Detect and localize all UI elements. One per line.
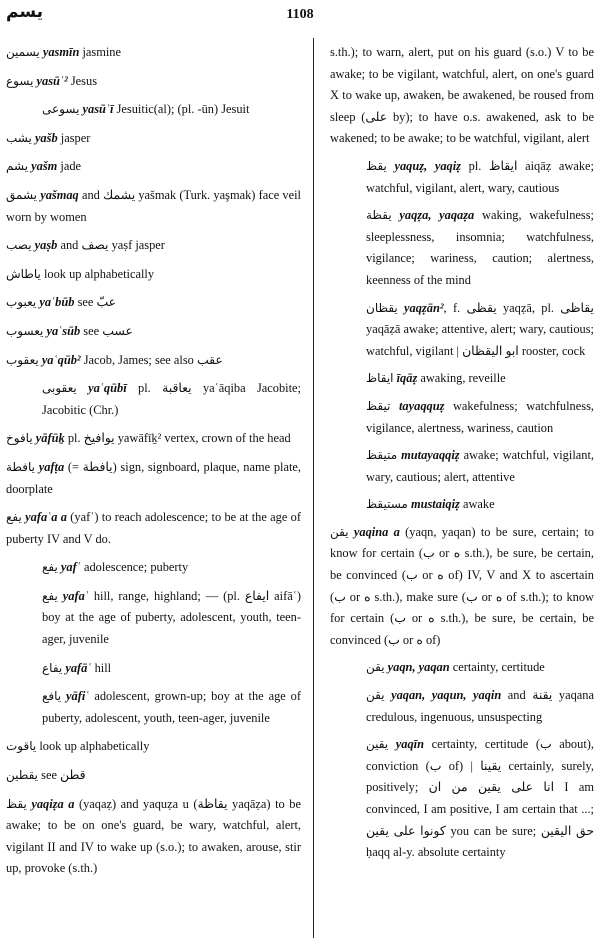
definition-text: (yaqn, yaqan) to be sure, certain; to know for certain (ب or ه s.th.), be sure, be certain, be convinced (ب or ه of) IV, V and X to ascertain (ب or ه s.th.), make sure (ب or ه of s.th.); to know for certain (ب or ه s.th.), be sure, be certain, be convinced (ب or ه of) — [330, 524, 594, 647]
arabic-headword: ايقاظ — [366, 371, 394, 386]
arabic-headword: يقطين — [6, 768, 39, 783]
arabic-headword: يفع — [42, 588, 58, 603]
definition-text: Jesuitic(al); (pl. -ūn) Jesuit — [113, 102, 250, 117]
column-divider — [313, 38, 314, 938]
transliteration: yaṣb — [34, 238, 58, 253]
dictionary-entry — [6, 586, 301, 651]
arabic-headword: يسمين — [6, 45, 40, 59]
arabic-headword: يقظ — [366, 158, 387, 173]
dictionary-entry — [6, 128, 301, 150]
definition-text: Jacob, James; see also عقب — [80, 352, 223, 367]
dictionary-entry — [330, 657, 594, 679]
definition-text: (= يافطة) sign, signboard, plaque, name plate, doorplate — [6, 459, 301, 496]
dictionary-entry — [330, 685, 594, 728]
running-head: يسم — [6, 2, 44, 22]
dictionary-entry — [6, 686, 301, 729]
definition-text: pl. يوافيخ yawāfīḵ² vertex, crown of the head — [64, 431, 291, 446]
definition-text: hill — [91, 660, 112, 675]
arabic-headword: يقظان — [366, 300, 398, 315]
dictionary-entry — [330, 298, 594, 363]
definition-text: pl. يعاقبة yaʿāqiba Jacobite; Jacobitic (Chr.) — [42, 381, 301, 417]
definition-text: adolescent, grown-up; boy at the age of puberty, adolescent, youth, teen-ager, juvenile — [42, 689, 301, 725]
arabic-headword: مستيقظ — [366, 497, 408, 512]
page-number: 1108 — [286, 7, 314, 22]
transliteration: yašm — [31, 159, 58, 174]
page-header — [0, 0, 600, 40]
dictionary-entry — [330, 156, 594, 199]
dictionary-entry — [6, 350, 301, 372]
transliteration: yāfiʿ — [66, 689, 90, 704]
arabic-headword: يفع — [42, 560, 58, 575]
definition-text: and يشمك yašmak (Turk. yaşmak) face veil worn by women — [6, 187, 301, 224]
definition-text: s.th.); to warn, alert, put on his guard (s.o.) V to be awake; to be vigilant, watchful, alert, on one's guard X to wake up, awaken, be awakened, be roused from sleep (على by); to have o.s. awakened, ask to be wakened; to be awake; to be watchful, vigilant, alert — [330, 45, 594, 146]
definition-text: awake; watchful, vigilant, wary, cautious; alert, attentive — [366, 448, 594, 484]
definition-text: certainty, certitude — [449, 660, 545, 675]
dictionary-entry — [6, 736, 301, 758]
definition-text: see قطن — [41, 768, 86, 783]
transliteration: yasūʿ² — [36, 73, 68, 88]
definition-text: jasper — [57, 130, 91, 145]
definition-text: (yaqaẓ) and yaquẓa u (يقاظة yaqāẓa) to be awake; to be on one's guard, be wary, watchful, alert, vigilant II and IV to wake up (s.o.); to awaken, arouse, stir up, provoke (s.th.) — [6, 796, 301, 876]
definition-text: awake — [459, 497, 495, 512]
dictionary-entry — [330, 734, 594, 864]
arabic-headword: يشم — [6, 159, 29, 174]
definition-text: see عبّ — [74, 295, 117, 310]
transliteration: yaʿbūb — [39, 295, 75, 310]
arabic-headword: يسوع — [6, 73, 34, 88]
definition-text: pl. ايقاظ aiqāẓ awake; watchful, vigilant, alert, wary, cautious — [366, 158, 594, 195]
dictionary-entry — [330, 205, 594, 291]
dictionary-entry — [330, 368, 594, 390]
dictionary-entry — [330, 396, 594, 439]
arabic-headword: ياقوت — [6, 739, 37, 754]
dictionary-entry — [6, 457, 301, 500]
dictionary-entry — [330, 522, 594, 652]
definition-text: , f. يقظى yaqẓā, pl. يقاظى yaqāẓā awake; attentive, alert; wary, cautious; watchful, vigilant | ابو اليقظان rooster, cock — [366, 300, 594, 358]
definition-text: Jesus — [67, 73, 98, 88]
arabic-headword: يفع — [6, 510, 22, 525]
transliteration: yafaʿ — [62, 588, 89, 603]
dictionary-entry — [6, 156, 301, 178]
arabic-headword: متيقظ — [366, 448, 398, 463]
arabic-headword: يعسوب — [6, 323, 44, 338]
transliteration: yafṭa — [38, 459, 65, 474]
transliteration: yašb — [34, 130, 58, 145]
definition-text: waking, wakefulness; sleeplessness, insomnia; watchfulness, vigilance; wariness, caution; alertness, keenness of the mind — [366, 208, 594, 287]
transliteration: yasūʿī — [82, 102, 114, 117]
dictionary-entry — [6, 235, 301, 257]
arabic-headword: يعبوب — [6, 295, 37, 310]
arabic-headword: يقين — [366, 737, 389, 752]
arabic-headword: يفاع — [42, 660, 63, 675]
dictionary-entry — [6, 765, 301, 787]
definition-text: hill, range, highland; — (pl. ايفاع aifāʿ) boy at the age of puberty, adolescent, youth, teen-ager, juvenile — [42, 588, 301, 647]
arabic-headword: يقن — [366, 660, 385, 675]
transliteration: yašmaq — [40, 187, 79, 202]
arabic-headword: يعقوب — [6, 352, 39, 367]
definition-text: wakefulness; watchfulness, vigilance, alertness, wariness, caution — [366, 398, 594, 435]
transliteration: yafāʿ — [65, 660, 92, 675]
arabic-headword: يقظة — [366, 208, 392, 223]
transliteration: yaqn, yaqan — [387, 660, 450, 675]
transliteration: mutayaqqiẓ — [401, 448, 460, 463]
arabic-headword: يقظ — [6, 796, 27, 811]
dictionary-entry — [330, 494, 594, 516]
transliteration: yaqẓān² — [404, 300, 444, 315]
transliteration: yaqina a — [353, 524, 400, 539]
transliteration: mustaiqiẓ — [410, 497, 460, 512]
dictionary-entry — [6, 292, 301, 314]
transliteration: yaquẓ, yaqiẓ — [394, 158, 461, 173]
transliteration: yafʿ — [60, 560, 81, 575]
transliteration: yaqẓa, yaqaẓa — [399, 208, 475, 223]
dictionary-entry — [6, 321, 301, 343]
right-column — [330, 42, 594, 942]
definition-text: jade — [57, 159, 82, 174]
definition-text: adolescence; puberty — [80, 560, 189, 575]
transliteration: yaʿqūbī — [88, 381, 127, 396]
arabic-headword: تيقظ — [366, 398, 391, 413]
definition-text: and يصف yaṣf jasper — [57, 238, 165, 253]
transliteration: yaqiẓa a — [31, 796, 75, 811]
arabic-headword: يسوعى — [42, 102, 80, 117]
transliteration: yaʿsūb — [46, 323, 81, 338]
transliteration: tayaqquẓ — [398, 398, 445, 413]
arabic-headword: يافع — [42, 689, 62, 704]
definition-text: jasmine — [79, 45, 121, 59]
dictionary-entry — [6, 71, 301, 93]
dictionary-entry — [6, 264, 301, 286]
definition-text: awaking, reveille — [417, 371, 506, 386]
transliteration: yafaʿa a — [25, 510, 67, 525]
arabic-headword: يافوخ — [6, 431, 33, 446]
definition-text: look up alphabetically — [39, 739, 150, 754]
dictionary-entry — [330, 445, 594, 488]
transliteration: yaqan, yaqun, yaqin — [391, 688, 502, 703]
arabic-headword: يشمق — [6, 187, 37, 202]
transliteration: īqāẓ — [396, 371, 418, 386]
arabic-headword: يشب — [6, 130, 32, 145]
dictionary-entry — [330, 42, 594, 150]
dictionary-entry — [6, 378, 301, 421]
arabic-headword: يعقوبى — [42, 381, 77, 396]
transliteration: yasmīn — [42, 45, 80, 59]
transliteration: yaqīn — [395, 737, 425, 752]
definition-text: (yafʿ) to reach adolescence; to be at the age of puberty IV and V do. — [6, 510, 301, 546]
arabic-headword: يافطة — [6, 459, 36, 474]
arabic-headword: يقن — [366, 688, 385, 703]
transliteration: yaʿqūb² — [41, 352, 81, 367]
dictionary-entry — [6, 185, 301, 228]
dictionary-entry — [6, 42, 301, 64]
left-column — [6, 42, 301, 942]
arabic-headword: يصب — [6, 238, 32, 253]
arabic-headword: ياطاش — [6, 266, 41, 281]
transliteration: yāfūḵ — [35, 431, 65, 446]
dictionary-entry — [6, 658, 301, 680]
definition-text: see عسب — [80, 323, 133, 338]
definition-text: certainty, certitude (ب about), conviction (ب of) | يقينا certainly, surely, positively; انا على يقين من ان I am convinced, I am positive, I am certain that ...; كونوا على يقين you can be sure; حق اليقين ḥaqq al-y. absolute certainty — [366, 737, 594, 860]
dictionary-entry — [6, 507, 301, 550]
definition-text: look up alphabetically — [43, 266, 155, 281]
arabic-headword: يقن — [330, 524, 349, 539]
dictionary-entry — [6, 557, 301, 579]
dictionary-entry — [6, 99, 301, 121]
dictionary-entry — [6, 794, 301, 880]
definition-text: and يقنة yaqana credulous, ingenuous, unsuspecting — [366, 688, 594, 724]
dictionary-entry — [6, 428, 301, 450]
